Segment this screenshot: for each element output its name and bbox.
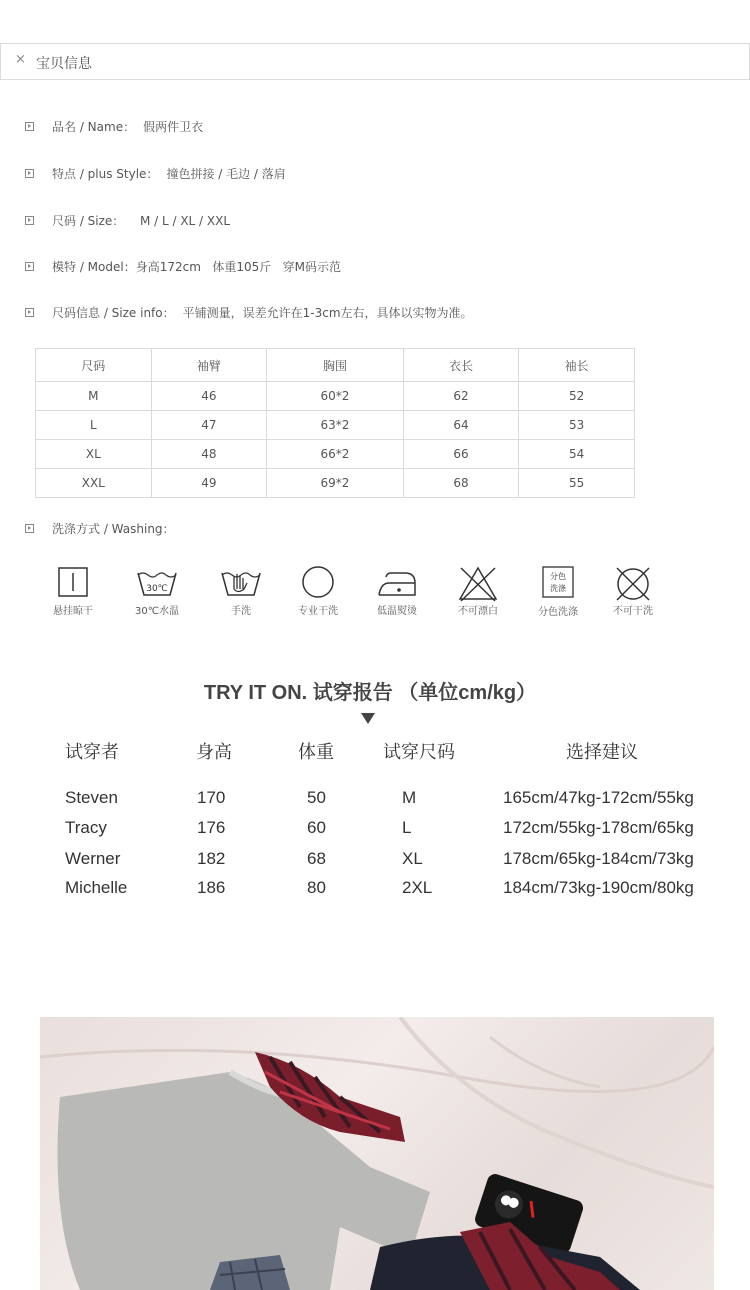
product-photo xyxy=(40,1017,714,1290)
table-row xyxy=(36,411,635,440)
table-cell: 69*2 xyxy=(267,469,404,498)
wash-label: 低温熨烫 xyxy=(377,606,417,617)
table-cell: 176 xyxy=(197,818,226,837)
table-cell: 2XL xyxy=(402,878,433,897)
bullet-icon xyxy=(25,524,34,533)
table-cell: 66*2 xyxy=(267,440,404,469)
table-cell: 64 xyxy=(403,411,519,440)
info-value: 平铺测量，误差允许在1-3cm左右，具体以实物为准。 xyxy=(182,306,473,320)
wash-label: 手洗 xyxy=(231,606,251,617)
info-row-washing xyxy=(25,520,175,537)
info-label: 尺码信息 / Size info： xyxy=(52,306,175,320)
table-cell: 54 xyxy=(519,440,635,469)
table-row xyxy=(36,440,635,469)
try-on-table xyxy=(0,738,750,908)
table-cell: Werner xyxy=(65,849,121,868)
wash-label: 不可漂白 xyxy=(458,606,498,617)
hand-wash-icon xyxy=(219,565,263,599)
info-value: 身高172cm 体重105斤 穿M码示范 xyxy=(135,260,342,274)
table-cell: 60*2 xyxy=(267,382,404,411)
table-cell: 60 xyxy=(307,818,326,837)
table-cell: 178cm/65kg-184cm/73kg xyxy=(503,849,694,868)
wash-label: 不可干洗 xyxy=(613,606,653,617)
bullet-icon xyxy=(25,169,34,178)
dry-clean-icon xyxy=(300,565,336,599)
table-cell: 46 xyxy=(151,382,267,411)
table-cell: L xyxy=(36,411,152,440)
table-cell: 53 xyxy=(519,411,635,440)
table-cell: M xyxy=(402,788,417,807)
table-cell: 50 xyxy=(307,788,326,807)
column-header: 试穿者 xyxy=(65,742,119,762)
table-cell: L xyxy=(402,818,412,837)
table-cell: 68 xyxy=(403,469,519,498)
info-row-sizeinfo xyxy=(25,304,473,321)
wash-label: 专业干洗 xyxy=(298,606,338,617)
try-on-title: TRY IT ON. 试穿报告 （单位cm/kg） xyxy=(203,682,537,704)
section-header xyxy=(0,43,750,80)
sep-text-2: 洗涤 xyxy=(550,584,566,593)
table-cell: M xyxy=(36,382,152,411)
table-header-row xyxy=(36,349,635,382)
table-cell: 52 xyxy=(519,382,635,411)
column-header: 衣长 xyxy=(403,349,519,382)
wash-30-icon xyxy=(135,565,179,599)
table-row xyxy=(0,788,750,818)
wash-item xyxy=(520,565,596,618)
column-header: 选择建议 xyxy=(566,742,638,762)
column-header: 袖长 xyxy=(519,349,635,382)
info-row-model xyxy=(25,258,341,275)
table-cell: Michelle xyxy=(65,878,128,897)
section-title: 宝贝信息 xyxy=(36,56,92,72)
table-cell: 48 xyxy=(151,440,267,469)
no-tumble-dry-icon xyxy=(613,565,653,603)
hang-dry-icon xyxy=(56,565,90,599)
table-cell: 63*2 xyxy=(267,411,404,440)
bullet-icon xyxy=(25,262,34,271)
sep-text-1: 分色 xyxy=(550,572,566,581)
product-photo-illustration xyxy=(40,1017,714,1290)
table-row xyxy=(0,818,750,849)
table-cell: 165cm/47kg-172cm/55kg xyxy=(503,788,694,807)
info-value: 撞色拼接 / 毛边 / 落肩 xyxy=(166,167,286,181)
iron-low-icon xyxy=(375,565,419,599)
table-cell: 186 xyxy=(197,878,226,897)
wash-item xyxy=(359,565,435,617)
table-cell: Steven xyxy=(65,788,118,807)
bullet-icon xyxy=(25,216,34,225)
info-row-style xyxy=(25,165,286,182)
size-table xyxy=(35,348,635,498)
info-value: 假两件卫衣 xyxy=(143,120,204,134)
column-header: 尺码 xyxy=(36,349,152,382)
bullet-icon xyxy=(25,122,34,131)
table-cell: 66 xyxy=(403,440,519,469)
separate-wash-icon xyxy=(541,565,575,599)
table-row xyxy=(36,469,635,498)
wash-item xyxy=(203,565,279,617)
table-cell: 184cm/73kg-190cm/80kg xyxy=(503,878,694,897)
column-header: 袖臂 xyxy=(151,349,267,382)
table-cell: 182 xyxy=(197,849,226,868)
table-cell: XL xyxy=(36,440,152,469)
wash-item xyxy=(35,565,111,617)
table-row xyxy=(0,878,750,908)
info-label: 尺码 / Size： xyxy=(52,214,125,228)
info-label: 品名 / Name： xyxy=(52,120,136,134)
table-cell: 55 xyxy=(519,469,635,498)
info-label: 洗涤方式 / Washing： xyxy=(52,522,175,536)
close-icon[interactable]: × xyxy=(15,52,26,67)
wash-item xyxy=(280,565,356,617)
info-row-name xyxy=(25,118,203,135)
table-row xyxy=(0,849,750,878)
table-cell: Tracy xyxy=(65,818,107,837)
info-value: M / L / XL / XXL xyxy=(132,214,231,228)
table-row xyxy=(36,382,635,411)
table-cell: XXL xyxy=(36,469,152,498)
wash-item xyxy=(440,565,516,617)
wash-label: 悬挂晾干 xyxy=(53,606,93,617)
column-header: 试穿尺码 xyxy=(383,742,455,762)
info-label: 特点 / plus Style： xyxy=(52,167,159,181)
wash-item xyxy=(119,565,195,617)
wash-temp-text: 30℃ xyxy=(146,584,168,594)
wash-label: 30℃水温 xyxy=(135,606,179,617)
info-label: 模特 / Model： xyxy=(52,260,136,274)
down-arrow-icon xyxy=(361,713,375,724)
washing-icons xyxy=(45,565,685,630)
bullet-icon xyxy=(25,308,34,317)
table-cell: 49 xyxy=(151,469,267,498)
no-bleach-icon xyxy=(457,565,499,603)
table-cell: 80 xyxy=(307,878,326,897)
table-cell: 172cm/55kg-178cm/65kg xyxy=(503,818,694,837)
table-cell: 170 xyxy=(197,788,226,807)
table-cell: XL xyxy=(402,849,423,868)
wash-label: 分色洗涤 xyxy=(538,607,578,618)
column-header: 身高 xyxy=(196,742,232,762)
wash-item xyxy=(595,565,671,617)
table-cell: 47 xyxy=(151,411,267,440)
try-on-header-row xyxy=(0,738,750,788)
info-row-size xyxy=(25,212,230,229)
table-cell: 68 xyxy=(307,849,326,868)
column-header: 胸围 xyxy=(267,349,404,382)
table-cell: 62 xyxy=(403,382,519,411)
column-header: 体重 xyxy=(298,742,334,762)
